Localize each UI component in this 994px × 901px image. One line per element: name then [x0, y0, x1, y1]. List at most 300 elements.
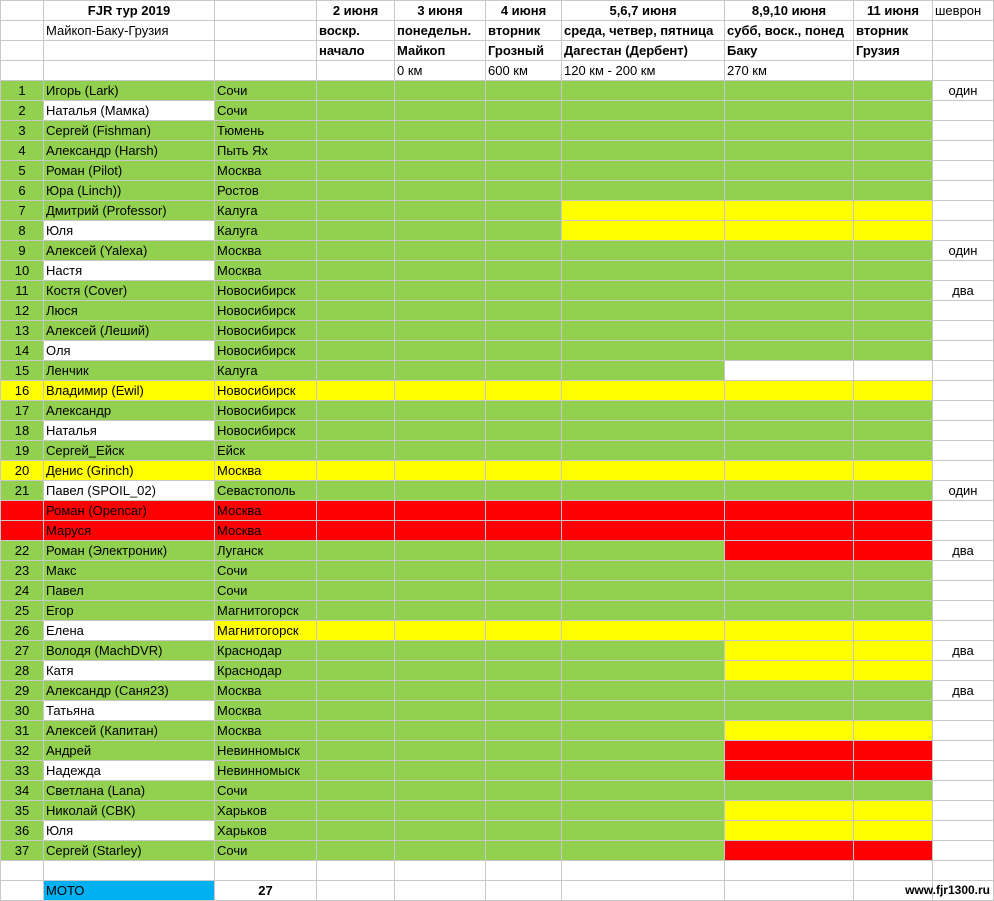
day-status-cell[interactable]: [725, 541, 854, 561]
day-status-cell[interactable]: [317, 641, 395, 661]
day-status-cell[interactable]: [486, 401, 562, 421]
day-status-cell[interactable]: [854, 181, 933, 201]
day-status-cell[interactable]: [725, 261, 854, 281]
row-number[interactable]: 2: [1, 101, 44, 121]
participant-city[interactable]: Новосибирск: [215, 281, 317, 301]
day-status-cell[interactable]: [562, 341, 725, 361]
day-status-cell[interactable]: [725, 201, 854, 221]
participant-city[interactable]: Магнитогорск: [215, 621, 317, 641]
chevron-cell[interactable]: [933, 701, 994, 721]
day-status-cell[interactable]: [486, 641, 562, 661]
day-status-cell[interactable]: [317, 801, 395, 821]
day-status-cell[interactable]: [725, 741, 854, 761]
day-status-cell[interactable]: [725, 221, 854, 241]
day-status-cell[interactable]: [317, 261, 395, 281]
participant-name[interactable]: Николай (СВК): [44, 801, 215, 821]
row-number[interactable]: [1, 521, 44, 541]
day-status-cell[interactable]: [854, 621, 933, 641]
participant-city[interactable]: Невинномыск: [215, 741, 317, 761]
day-status-cell[interactable]: [562, 281, 725, 301]
row-number[interactable]: 4: [1, 141, 44, 161]
day-status-cell[interactable]: [395, 81, 486, 101]
row-number[interactable]: 34: [1, 781, 44, 801]
chevron-cell[interactable]: [933, 741, 994, 761]
day-status-cell[interactable]: [395, 241, 486, 261]
participant-city[interactable]: Сочи: [215, 561, 317, 581]
day-status-cell[interactable]: [486, 581, 562, 601]
participant-city[interactable]: Сочи: [215, 101, 317, 121]
day-status-cell[interactable]: [725, 661, 854, 681]
day-status-cell[interactable]: [486, 721, 562, 741]
participant-name[interactable]: Александр (Harsh): [44, 141, 215, 161]
day-status-cell[interactable]: [562, 161, 725, 181]
day-status-cell[interactable]: [854, 801, 933, 821]
participant-name[interactable]: Светлана (Lana): [44, 781, 215, 801]
day-status-cell[interactable]: [725, 381, 854, 401]
day-status-cell[interactable]: [854, 541, 933, 561]
participant-name[interactable]: Егор: [44, 601, 215, 621]
day-status-cell[interactable]: [854, 241, 933, 261]
chevron-cell[interactable]: [933, 181, 994, 201]
day-status-cell[interactable]: [486, 181, 562, 201]
chevron-cell[interactable]: [933, 621, 994, 641]
row-number[interactable]: 33: [1, 761, 44, 781]
day-status-cell[interactable]: [725, 561, 854, 581]
day-status-cell[interactable]: [486, 821, 562, 841]
day-status-cell[interactable]: [317, 501, 395, 521]
chevron-cell[interactable]: один: [933, 81, 994, 101]
participant-city[interactable]: Москва: [215, 461, 317, 481]
day-status-cell[interactable]: [725, 241, 854, 261]
day-status-cell[interactable]: [395, 681, 486, 701]
day-status-cell[interactable]: [725, 581, 854, 601]
day-status-cell[interactable]: [725, 101, 854, 121]
moto-count[interactable]: 27: [215, 881, 317, 901]
day-status-cell[interactable]: [854, 201, 933, 221]
row-number[interactable]: 37: [1, 841, 44, 861]
chevron-cell[interactable]: [933, 221, 994, 241]
day-status-cell[interactable]: [854, 781, 933, 801]
chevron-cell[interactable]: один: [933, 481, 994, 501]
row-number[interactable]: 36: [1, 821, 44, 841]
participant-name[interactable]: Катя: [44, 661, 215, 681]
day-status-cell[interactable]: [854, 101, 933, 121]
day-status-cell[interactable]: [725, 641, 854, 661]
day-status-cell[interactable]: [486, 101, 562, 121]
day-status-cell[interactable]: [854, 121, 933, 141]
row-number[interactable]: 6: [1, 181, 44, 201]
participant-name[interactable]: Алексей (Yalexa): [44, 241, 215, 261]
day-status-cell[interactable]: [725, 761, 854, 781]
participant-city[interactable]: Севастополь: [215, 481, 317, 501]
day-status-cell[interactable]: [317, 681, 395, 701]
participant-city[interactable]: Новосибирск: [215, 341, 317, 361]
participant-name[interactable]: Александр: [44, 401, 215, 421]
day-status-cell[interactable]: [317, 781, 395, 801]
participant-city[interactable]: Краснодар: [215, 661, 317, 681]
participant-city[interactable]: Москва: [215, 701, 317, 721]
day-status-cell[interactable]: [725, 281, 854, 301]
day-status-cell[interactable]: [725, 181, 854, 201]
row-number[interactable]: 1: [1, 81, 44, 101]
participant-city[interactable]: Калуга: [215, 361, 317, 381]
place-cell[interactable]: Дагестан (Дербент): [562, 41, 725, 61]
day-status-cell[interactable]: [562, 741, 725, 761]
chevron-cell[interactable]: [933, 461, 994, 481]
day-status-cell[interactable]: [562, 221, 725, 241]
participant-name[interactable]: Маруся: [44, 521, 215, 541]
participant-name[interactable]: Александр (Саня23): [44, 681, 215, 701]
participant-name[interactable]: Надежда: [44, 761, 215, 781]
participant-city[interactable]: Москва: [215, 721, 317, 741]
participant-name[interactable]: Макс: [44, 561, 215, 581]
day-status-cell[interactable]: [317, 841, 395, 861]
day-status-cell[interactable]: [562, 561, 725, 581]
day-status-cell[interactable]: [317, 581, 395, 601]
day-status-cell[interactable]: [854, 501, 933, 521]
day-status-cell[interactable]: [317, 241, 395, 261]
day-status-cell[interactable]: [725, 701, 854, 721]
day-status-cell[interactable]: [854, 281, 933, 301]
participant-city[interactable]: Ейск: [215, 441, 317, 461]
chevron-cell[interactable]: [933, 601, 994, 621]
row-number[interactable]: 26: [1, 621, 44, 641]
day-status-cell[interactable]: [562, 821, 725, 841]
row-number[interactable]: 22: [1, 541, 44, 561]
participant-city[interactable]: Новосибирск: [215, 321, 317, 341]
participant-city[interactable]: Тюмень: [215, 121, 317, 141]
day-status-cell[interactable]: [486, 201, 562, 221]
day-status-cell[interactable]: [562, 601, 725, 621]
participant-city[interactable]: Харьков: [215, 801, 317, 821]
participant-city[interactable]: Луганск: [215, 541, 317, 561]
day-status-cell[interactable]: [486, 801, 562, 821]
day-status-cell[interactable]: [395, 401, 486, 421]
weekday-cell[interactable]: вторник: [854, 21, 933, 41]
day-status-cell[interactable]: [395, 621, 486, 641]
day-status-cell[interactable]: [486, 221, 562, 241]
chevron-cell[interactable]: [933, 321, 994, 341]
row-number[interactable]: 32: [1, 741, 44, 761]
day-status-cell[interactable]: [317, 381, 395, 401]
participant-name[interactable]: Люся: [44, 301, 215, 321]
day-status-cell[interactable]: [395, 661, 486, 681]
participant-name[interactable]: Роман (Opencar): [44, 501, 215, 521]
day-status-cell[interactable]: [725, 501, 854, 521]
row-number[interactable]: 29: [1, 681, 44, 701]
row-number[interactable]: 30: [1, 701, 44, 721]
day-status-cell[interactable]: [486, 81, 562, 101]
day-status-cell[interactable]: [486, 681, 562, 701]
day-status-cell[interactable]: [562, 181, 725, 201]
day-status-cell[interactable]: [854, 161, 933, 181]
row-number[interactable]: 19: [1, 441, 44, 461]
day-status-cell[interactable]: [725, 841, 854, 861]
participant-city[interactable]: Пыть Ях: [215, 141, 317, 161]
day-status-cell[interactable]: [854, 221, 933, 241]
day-status-cell[interactable]: [562, 481, 725, 501]
participant-name[interactable]: Андрей: [44, 741, 215, 761]
row-number[interactable]: 23: [1, 561, 44, 581]
day-status-cell[interactable]: [486, 661, 562, 681]
day-status-cell[interactable]: [486, 781, 562, 801]
day-status-cell[interactable]: [317, 561, 395, 581]
day-status-cell[interactable]: [562, 581, 725, 601]
day-status-cell[interactable]: [562, 621, 725, 641]
day-status-cell[interactable]: [854, 261, 933, 281]
day-status-cell[interactable]: [395, 721, 486, 741]
day-status-cell[interactable]: [317, 321, 395, 341]
day-status-cell[interactable]: [486, 381, 562, 401]
day-status-cell[interactable]: [317, 301, 395, 321]
day-status-cell[interactable]: [395, 101, 486, 121]
chevron-cell[interactable]: один: [933, 241, 994, 261]
day-status-cell[interactable]: [562, 141, 725, 161]
day-status-cell[interactable]: [854, 401, 933, 421]
day-status-cell[interactable]: [562, 421, 725, 441]
day-status-cell[interactable]: [562, 761, 725, 781]
day-status-cell[interactable]: [317, 621, 395, 641]
day-status-cell[interactable]: [317, 361, 395, 381]
participant-name[interactable]: Роман (Электроник): [44, 541, 215, 561]
weekday-cell[interactable]: субб, воск., понед: [725, 21, 854, 41]
day-status-cell[interactable]: [317, 721, 395, 741]
day-status-cell[interactable]: [854, 761, 933, 781]
day-status-cell[interactable]: [854, 841, 933, 861]
day-status-cell[interactable]: [725, 801, 854, 821]
day-status-cell[interactable]: [317, 281, 395, 301]
chevron-cell[interactable]: [933, 261, 994, 281]
day-status-cell[interactable]: [725, 441, 854, 461]
sheet-title[interactable]: FJR тур 2019: [44, 1, 215, 21]
participant-city[interactable]: Москва: [215, 521, 317, 541]
chevron-cell[interactable]: [933, 581, 994, 601]
row-number[interactable]: 21: [1, 481, 44, 501]
day-status-cell[interactable]: [725, 781, 854, 801]
day-status-cell[interactable]: [486, 441, 562, 461]
day-status-cell[interactable]: [317, 661, 395, 681]
chevron-cell[interactable]: два: [933, 281, 994, 301]
day-status-cell[interactable]: [725, 461, 854, 481]
day-status-cell[interactable]: [725, 481, 854, 501]
row-number[interactable]: 25: [1, 601, 44, 621]
day-status-cell[interactable]: [725, 401, 854, 421]
chevron-cell[interactable]: [933, 821, 994, 841]
participant-city[interactable]: Калуга: [215, 221, 317, 241]
day-status-cell[interactable]: [486, 461, 562, 481]
distance-cell[interactable]: 0 км: [395, 61, 486, 81]
day-status-cell[interactable]: [854, 641, 933, 661]
day-status-cell[interactable]: [486, 281, 562, 301]
day-status-cell[interactable]: [486, 501, 562, 521]
chevron-header[interactable]: шеврон: [933, 1, 994, 21]
row-number[interactable]: 18: [1, 421, 44, 441]
chevron-cell[interactable]: [933, 781, 994, 801]
day-status-cell[interactable]: [854, 381, 933, 401]
day-status-cell[interactable]: [562, 841, 725, 861]
day-status-cell[interactable]: [854, 361, 933, 381]
day-status-cell[interactable]: [562, 541, 725, 561]
day-status-cell[interactable]: [725, 141, 854, 161]
day-status-cell[interactable]: [395, 501, 486, 521]
chevron-cell[interactable]: [933, 361, 994, 381]
day-status-cell[interactable]: [395, 461, 486, 481]
day-header[interactable]: 4 июня: [486, 1, 562, 21]
participant-name[interactable]: Настя: [44, 261, 215, 281]
chevron-cell[interactable]: [933, 661, 994, 681]
day-status-cell[interactable]: [317, 701, 395, 721]
chevron-cell[interactable]: [933, 381, 994, 401]
day-status-cell[interactable]: [854, 601, 933, 621]
row-number[interactable]: 7: [1, 201, 44, 221]
row-number[interactable]: 13: [1, 321, 44, 341]
day-status-cell[interactable]: [854, 581, 933, 601]
day-status-cell[interactable]: [854, 721, 933, 741]
participant-name[interactable]: Володя (MachDVR): [44, 641, 215, 661]
day-status-cell[interactable]: [562, 521, 725, 541]
participant-city[interactable]: Магнитогорск: [215, 601, 317, 621]
row-number[interactable]: 31: [1, 721, 44, 741]
row-number[interactable]: 9: [1, 241, 44, 261]
day-status-cell[interactable]: [854, 341, 933, 361]
chevron-cell[interactable]: [933, 561, 994, 581]
participant-name[interactable]: Ленчик: [44, 361, 215, 381]
day-status-cell[interactable]: [486, 741, 562, 761]
day-status-cell[interactable]: [562, 641, 725, 661]
day-status-cell[interactable]: [317, 741, 395, 761]
day-status-cell[interactable]: [562, 501, 725, 521]
day-status-cell[interactable]: [562, 121, 725, 141]
day-status-cell[interactable]: [395, 801, 486, 821]
row-number[interactable]: 28: [1, 661, 44, 681]
participant-name[interactable]: Татьяна: [44, 701, 215, 721]
day-status-cell[interactable]: [395, 601, 486, 621]
day-status-cell[interactable]: [317, 421, 395, 441]
day-status-cell[interactable]: [486, 541, 562, 561]
day-status-cell[interactable]: [395, 341, 486, 361]
day-status-cell[interactable]: [562, 361, 725, 381]
distance-cell[interactable]: 120 км - 200 км: [562, 61, 725, 81]
place-cell[interactable]: Грузия: [854, 41, 933, 61]
day-status-cell[interactable]: [395, 221, 486, 241]
day-status-cell[interactable]: [317, 221, 395, 241]
place-cell[interactable]: Баку: [725, 41, 854, 61]
participant-city[interactable]: Москва: [215, 501, 317, 521]
day-status-cell[interactable]: [854, 741, 933, 761]
day-status-cell[interactable]: [317, 521, 395, 541]
day-status-cell[interactable]: [317, 761, 395, 781]
day-status-cell[interactable]: [317, 161, 395, 181]
day-status-cell[interactable]: [725, 81, 854, 101]
day-status-cell[interactable]: [395, 121, 486, 141]
day-status-cell[interactable]: [486, 561, 562, 581]
day-status-cell[interactable]: [395, 201, 486, 221]
day-status-cell[interactable]: [486, 621, 562, 641]
participant-city[interactable]: Москва: [215, 681, 317, 701]
chevron-cell[interactable]: [933, 201, 994, 221]
participant-name[interactable]: Сергей_Ейск: [44, 441, 215, 461]
day-status-cell[interactable]: [854, 461, 933, 481]
day-status-cell[interactable]: [562, 241, 725, 261]
day-status-cell[interactable]: [395, 581, 486, 601]
participant-city[interactable]: Сочи: [215, 581, 317, 601]
day-header[interactable]: 8,9,10 июня: [725, 1, 854, 21]
day-status-cell[interactable]: [854, 681, 933, 701]
participant-city[interactable]: Сочи: [215, 841, 317, 861]
day-status-cell[interactable]: [486, 241, 562, 261]
day-status-cell[interactable]: [317, 181, 395, 201]
day-status-cell[interactable]: [854, 301, 933, 321]
row-number[interactable]: 14: [1, 341, 44, 361]
participant-city[interactable]: Новосибирск: [215, 381, 317, 401]
row-number[interactable]: 17: [1, 401, 44, 421]
day-status-cell[interactable]: [486, 601, 562, 621]
day-status-cell[interactable]: [317, 201, 395, 221]
participant-city[interactable]: Харьков: [215, 821, 317, 841]
day-status-cell[interactable]: [562, 801, 725, 821]
place-cell[interactable]: Грозный: [486, 41, 562, 61]
day-status-cell[interactable]: [486, 141, 562, 161]
distance-cell[interactable]: [854, 61, 933, 81]
day-status-cell[interactable]: [562, 781, 725, 801]
day-status-cell[interactable]: [395, 281, 486, 301]
participant-name[interactable]: Сергей (Starley): [44, 841, 215, 861]
participant-name[interactable]: Павел (SPOIL_02): [44, 481, 215, 501]
day-status-cell[interactable]: [317, 121, 395, 141]
row-number[interactable]: 16: [1, 381, 44, 401]
place-cell[interactable]: Майкоп: [395, 41, 486, 61]
day-status-cell[interactable]: [317, 461, 395, 481]
row-number[interactable]: 5: [1, 161, 44, 181]
day-status-cell[interactable]: [562, 461, 725, 481]
day-status-cell[interactable]: [395, 561, 486, 581]
day-status-cell[interactable]: [562, 681, 725, 701]
day-status-cell[interactable]: [854, 701, 933, 721]
row-number[interactable]: 15: [1, 361, 44, 381]
weekday-cell[interactable]: вторник: [486, 21, 562, 41]
chevron-cell[interactable]: [933, 501, 994, 521]
day-status-cell[interactable]: [486, 481, 562, 501]
participant-name[interactable]: Сергей (Fishman): [44, 121, 215, 141]
participant-name[interactable]: Алексей (Леший): [44, 321, 215, 341]
participant-name[interactable]: Юля: [44, 221, 215, 241]
route-name[interactable]: Майкоп-Баку-Грузия: [44, 21, 215, 41]
row-number[interactable]: 11: [1, 281, 44, 301]
participant-name[interactable]: Наталья (Мамка): [44, 101, 215, 121]
day-status-cell[interactable]: [562, 81, 725, 101]
participant-city[interactable]: Невинномыск: [215, 761, 317, 781]
chevron-cell[interactable]: [933, 521, 994, 541]
chevron-cell[interactable]: два: [933, 541, 994, 561]
day-status-cell[interactable]: [395, 761, 486, 781]
day-status-cell[interactable]: [317, 341, 395, 361]
day-status-cell[interactable]: [562, 381, 725, 401]
day-status-cell[interactable]: [854, 441, 933, 461]
weekday-cell[interactable]: воскр.: [317, 21, 395, 41]
day-status-cell[interactable]: [486, 701, 562, 721]
moto-label[interactable]: МОТО: [44, 881, 215, 901]
participant-name[interactable]: Юля: [44, 821, 215, 841]
day-status-cell[interactable]: [854, 561, 933, 581]
day-status-cell[interactable]: [562, 401, 725, 421]
chevron-cell[interactable]: [933, 401, 994, 421]
chevron-cell[interactable]: два: [933, 681, 994, 701]
day-status-cell[interactable]: [486, 761, 562, 781]
day-header[interactable]: 3 июня: [395, 1, 486, 21]
distance-cell[interactable]: 270 км: [725, 61, 854, 81]
chevron-cell[interactable]: [933, 301, 994, 321]
participant-city[interactable]: Москва: [215, 261, 317, 281]
